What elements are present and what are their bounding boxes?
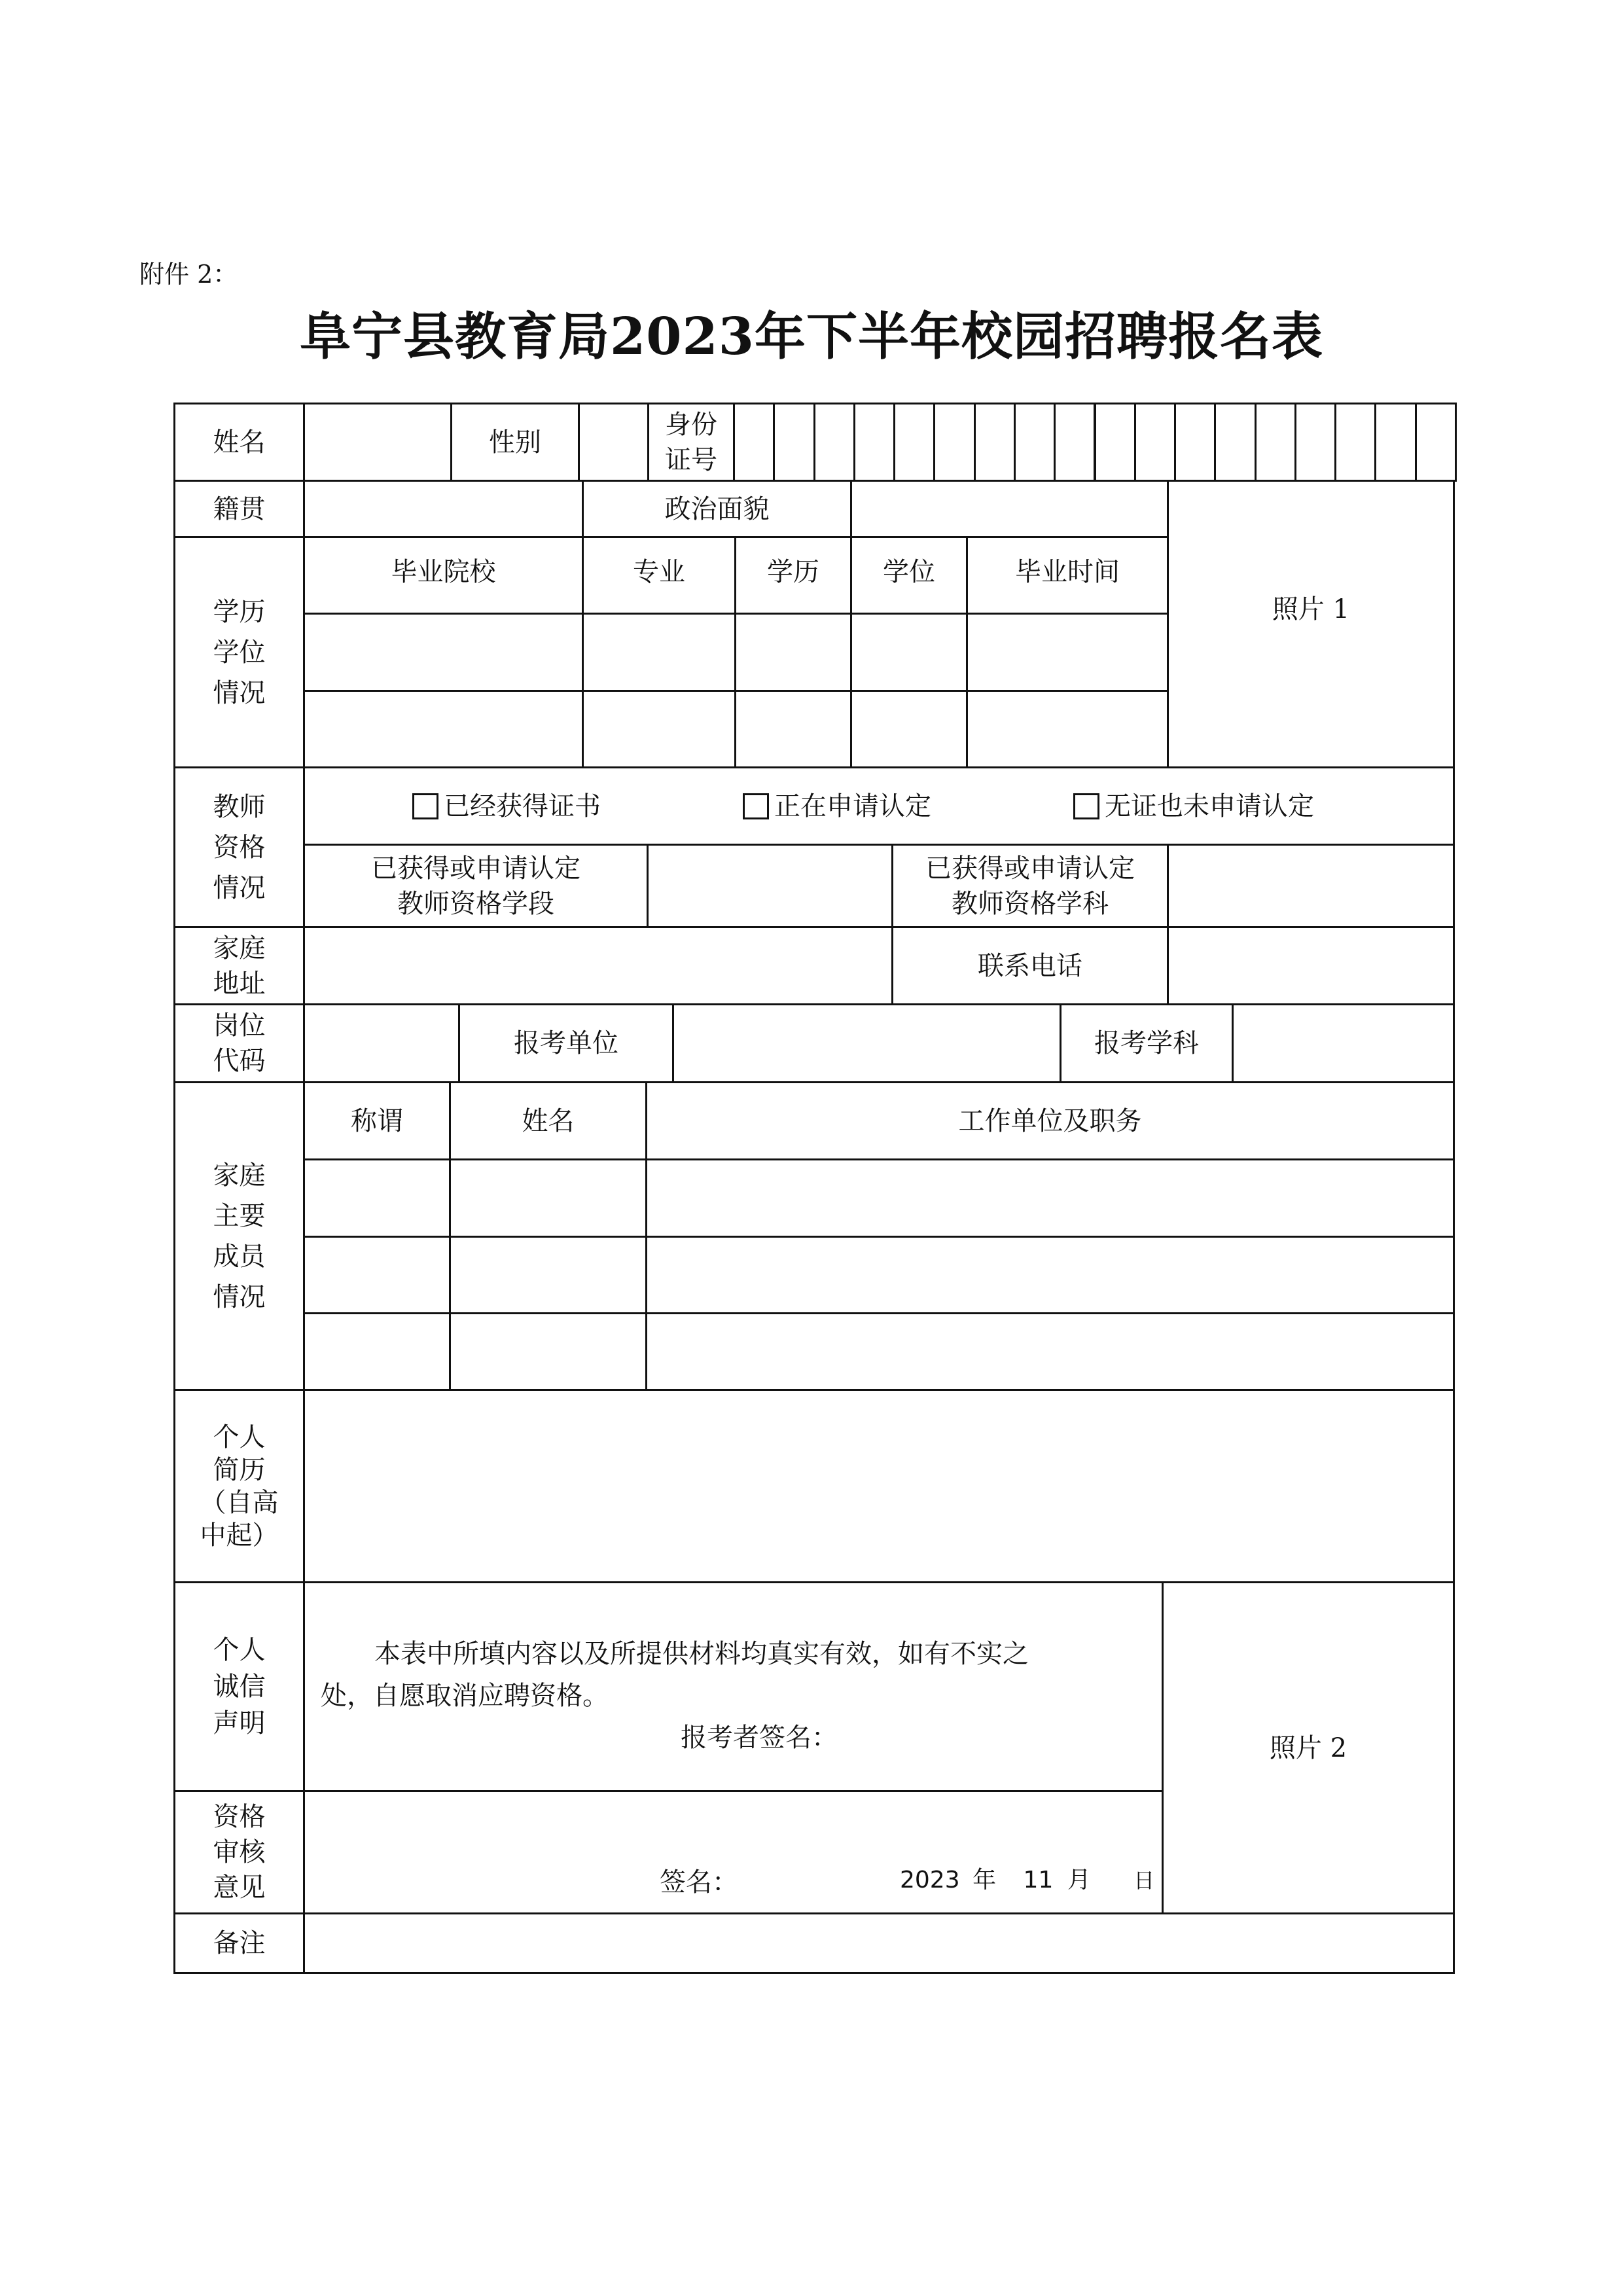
political-status-label: 政治面貌 <box>664 493 770 524</box>
native-place-label: 籍贯 <box>213 493 266 524</box>
review-date <box>900 1862 1154 1899</box>
edu-row-1-grad-time[interactable] <box>966 613 1169 692</box>
apply-subject-label: 报考学科 <box>1094 1028 1199 1058</box>
fam-row-3-relation[interactable] <box>303 1312 451 1391</box>
post-code-label: 岗位 代码 <box>213 1011 266 1076</box>
review-signature-label: 签名： <box>660 1867 738 1897</box>
cert-stage-input[interactable] <box>647 844 893 928</box>
apply-unit-label: 报考单位 <box>514 1028 618 1058</box>
integrity-label: 个人 诚信 声明 <box>213 1635 266 1738</box>
id-digit-box[interactable] <box>893 403 935 482</box>
home-address-input[interactable] <box>303 926 893 1005</box>
cert-applying-checkbox[interactable] <box>743 793 769 819</box>
cert-obtained-label: 已经获得证书 <box>444 791 601 821</box>
name-label: 姓名 <box>213 427 266 457</box>
page-title: 阜宁县教育局2023年下半年校园招聘报名表 <box>299 307 1324 367</box>
apply-unit-input[interactable] <box>672 1003 1061 1083</box>
edu-major-label: 专业 <box>633 557 685 587</box>
id-digit-box[interactable] <box>1054 403 1096 482</box>
family-section-label: 家庭 主要 成员 情况 <box>213 1160 266 1312</box>
apply-subject-input[interactable] <box>1232 1003 1455 1083</box>
gender-input[interactable] <box>578 403 649 482</box>
id-digit-box[interactable] <box>1294 403 1336 482</box>
edu-row-2-major[interactable] <box>582 690 736 768</box>
name-input[interactable] <box>303 403 452 482</box>
fam-row-1-name[interactable] <box>449 1158 647 1238</box>
resume-input[interactable] <box>303 1389 1455 1583</box>
id-digit-box[interactable] <box>1334 403 1376 482</box>
fam-row-1-relation[interactable] <box>303 1158 451 1238</box>
id-digit-box[interactable] <box>1134 403 1176 482</box>
attachment-label: 附件 2： <box>139 260 238 289</box>
edu-row-1-major[interactable] <box>582 613 736 692</box>
review-day-unit: 日 <box>1133 1868 1155 1893</box>
post-code-input[interactable] <box>303 1003 460 1083</box>
edu-row-2-grad-time[interactable] <box>966 690 1169 768</box>
id-digit-box[interactable] <box>933 403 975 482</box>
id-digit-box[interactable] <box>733 403 775 482</box>
cert-none-label: 无证也未申请认定 <box>1105 791 1314 821</box>
id-digit-box[interactable] <box>1014 403 1056 482</box>
id-digit-box[interactable] <box>1174 403 1216 482</box>
declaration-line-2: 处，自愿取消应聘资格。 <box>321 1681 609 1711</box>
fam-row-2-name[interactable] <box>449 1236 647 1314</box>
teacher-section-label: 教师 资格 情况 <box>213 791 266 903</box>
cert-applying-option[interactable] <box>743 766 978 846</box>
edu-degree-label: 学位 <box>883 557 935 587</box>
review-month: 11 <box>1023 1867 1054 1893</box>
cert-obtained-checkbox[interactable] <box>412 793 438 819</box>
id-number-label: 身份证号 <box>665 409 717 475</box>
gender-label: 性别 <box>489 427 541 457</box>
cert-stage-label: 已获得或申请认定 教师资格学段 <box>371 853 580 919</box>
fam-row-2-work[interactable] <box>645 1236 1455 1314</box>
id-digit-box[interactable] <box>1214 403 1256 482</box>
fam-row-3-work[interactable] <box>645 1312 1455 1391</box>
id-digit-box[interactable] <box>813 403 855 482</box>
review-year-unit: 年 <box>972 1867 997 1893</box>
edu-school-label: 毕业院校 <box>391 557 496 587</box>
phone-label: 联系电话 <box>978 950 1082 981</box>
cert-none-checkbox[interactable] <box>1073 793 1099 819</box>
cert-none-option[interactable] <box>1073 766 1361 846</box>
id-digit-box[interactable] <box>773 403 815 482</box>
edu-education-label: 学历 <box>767 557 819 587</box>
remarks-label: 备注 <box>213 1928 266 1958</box>
edu-row-2-education[interactable] <box>734 690 852 768</box>
id-digit-box[interactable] <box>1255 403 1296 482</box>
id-digit-box[interactable] <box>853 403 895 482</box>
review-month-unit: 月 <box>1067 1867 1091 1893</box>
fam-row-3-name[interactable] <box>449 1312 647 1391</box>
edu-row-2-school[interactable] <box>303 690 584 768</box>
review-year: 2023 <box>900 1867 960 1893</box>
fam-name-label: 姓名 <box>522 1105 575 1136</box>
edu-grad-time-label: 毕业时间 <box>1015 557 1120 587</box>
edu-row-1-education[interactable] <box>734 613 852 692</box>
resume-label: 个人 简历 （自高 中起） <box>200 1422 279 1551</box>
id-digit-box[interactable] <box>1094 403 1136 482</box>
native-place-input[interactable] <box>303 480 584 538</box>
fam-row-1-work[interactable] <box>645 1158 1455 1238</box>
cert-subject-label: 已获得或申请认定 教师资格学科 <box>925 853 1135 919</box>
fam-row-2-relation[interactable] <box>303 1236 451 1314</box>
home-address-label: 家庭 地址 <box>213 933 266 999</box>
review-label: 资格 审核 意见 <box>213 1802 266 1903</box>
fam-relation-label: 称谓 <box>351 1105 403 1136</box>
edu-row-1-degree[interactable] <box>850 613 968 692</box>
id-digit-box[interactable] <box>1415 403 1457 482</box>
cert-subject-input[interactable] <box>1167 844 1455 928</box>
photo-2-label: 照片 2 <box>1269 1732 1347 1763</box>
applicant-signature-label: 报考者签名： <box>681 1723 838 1753</box>
remarks-input[interactable] <box>303 1912 1455 1974</box>
declaration-line-1: 本表中所填内容以及所提供材料均真实有效，如有不实之 <box>374 1639 1029 1669</box>
id-digit-box[interactable] <box>974 403 1016 482</box>
political-status-input[interactable] <box>850 480 1169 538</box>
edu-row-1-school[interactable] <box>303 613 584 692</box>
photo-1-label: 照片 1 <box>1272 594 1350 624</box>
edu-row-2-degree[interactable] <box>850 690 968 768</box>
phone-input[interactable] <box>1167 926 1455 1005</box>
id-digit-box[interactable] <box>1374 403 1416 482</box>
fam-work-label: 工作单位及职务 <box>958 1105 1142 1136</box>
cert-obtained-option[interactable] <box>412 766 648 846</box>
education-section-label: 学历 学位 情况 <box>213 596 266 708</box>
cert-applying-label: 正在申请认定 <box>774 791 931 821</box>
